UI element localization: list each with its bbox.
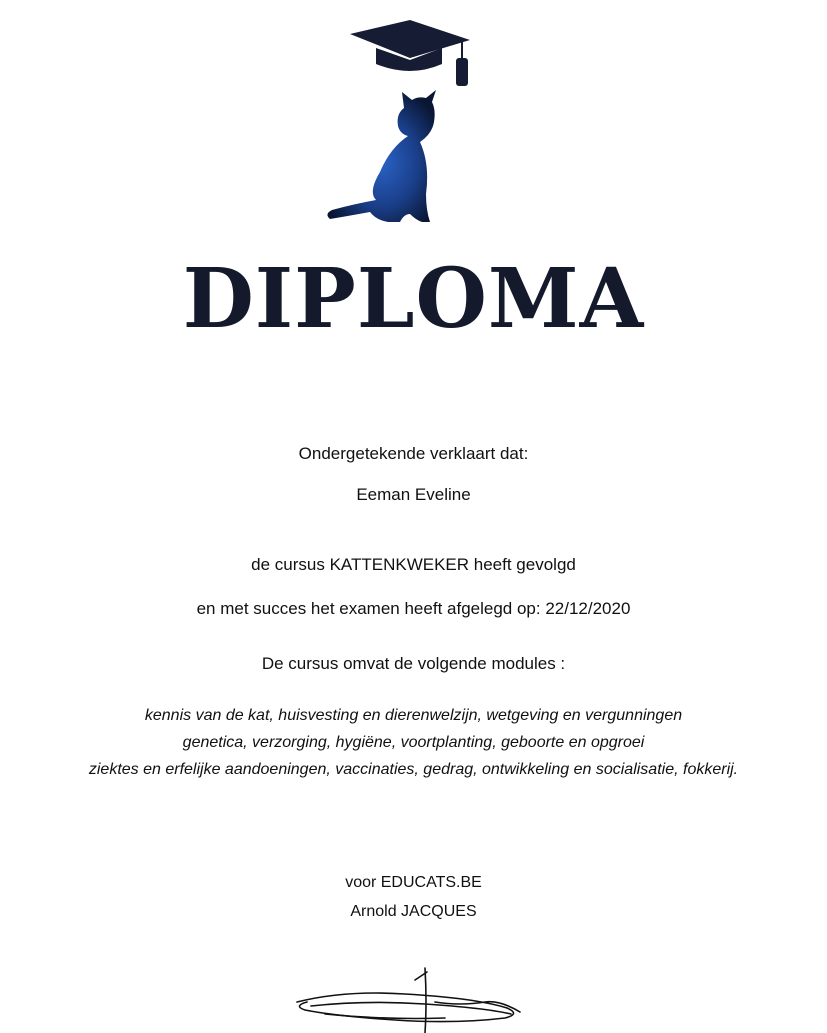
graduation-cat-logo-icon: [318, 14, 478, 230]
module-line: kennis van de kat, huisvesting en dierenwelzijn, wetgeving en vergunningen: [144, 707, 683, 724]
recipient-name: Eeman Eveline: [356, 485, 471, 504]
exam-text: en met succes het examen heeft afgelegd op: 22/12/2020: [196, 599, 631, 618]
issuer-text: voor EDUCATS.BE: [345, 874, 482, 891]
signature-icon: [285, 962, 535, 1033]
diploma-title: DIPLOMA: [182, 251, 645, 347]
mortarboard-cap: [350, 20, 470, 86]
cat-silhouette: [327, 90, 436, 222]
intro-text: Ondergetekende verklaart dat:: [298, 444, 529, 463]
module-line: ziektes en erfelijke aandoeningen, vaccinaties, gedrag, ontwikkeling en socialisatie, fokkerij.: [88, 761, 739, 778]
modules-heading: De cursus omvat de volgende modules :: [261, 654, 566, 673]
course-text: de cursus KATTENKWEKER heeft gevolgd: [251, 555, 576, 574]
signatory-name: Arnold JACQUES: [350, 903, 477, 920]
module-line: genetica, verzorging, hygiëne, voortplanting, geboorte en opgroei: [182, 734, 645, 751]
